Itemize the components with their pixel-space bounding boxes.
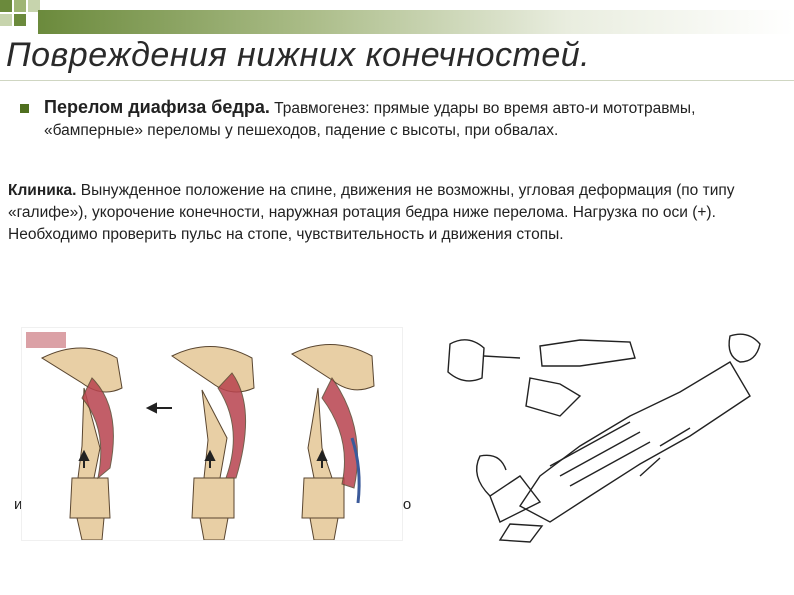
bullet-text: Травмогенез: прямые удары во время авто-и мототравмы, «бамперные» переломы у пешеходов, падение с высоты, при обвалах. — [44, 100, 696, 139]
bullet-marker — [20, 104, 29, 113]
deco-square — [0, 14, 12, 26]
slide-title: Повреждения нижних конечностей. — [6, 36, 591, 74]
anatomy-figure-2 — [172, 346, 254, 540]
obscured-text-left: и — [14, 496, 23, 513]
femur-fracture-illustration — [22, 328, 402, 540]
deco-square — [14, 0, 26, 12]
clinic-text: Вынужденное положение на спине, движения не возможны, угловая деформация (по типу «галифе»), укорочение конечности, наружная ротация бедра ниже перелома. Нагрузка по оси (+). Необходимо проверить пульс на стопе, чувствительность и движения стопы. — [8, 182, 735, 243]
title-divider — [0, 80, 794, 81]
deco-square — [0, 0, 12, 12]
clinic-paragraph — [8, 180, 768, 246]
obscured-text-right: ме о — [380, 496, 412, 513]
header-band — [38, 10, 794, 34]
force-arrows — [80, 404, 326, 468]
splint-immobilization-illustration — [430, 326, 790, 546]
anatomy-figure-1 — [42, 348, 122, 540]
deco-square — [14, 14, 26, 26]
bullet-heading: Перелом диафиза бедра. — [44, 97, 270, 117]
bullet-paragraph — [44, 96, 784, 142]
anatomy-figure-3 — [292, 344, 374, 540]
clinic-heading: Клиника. — [8, 182, 77, 199]
